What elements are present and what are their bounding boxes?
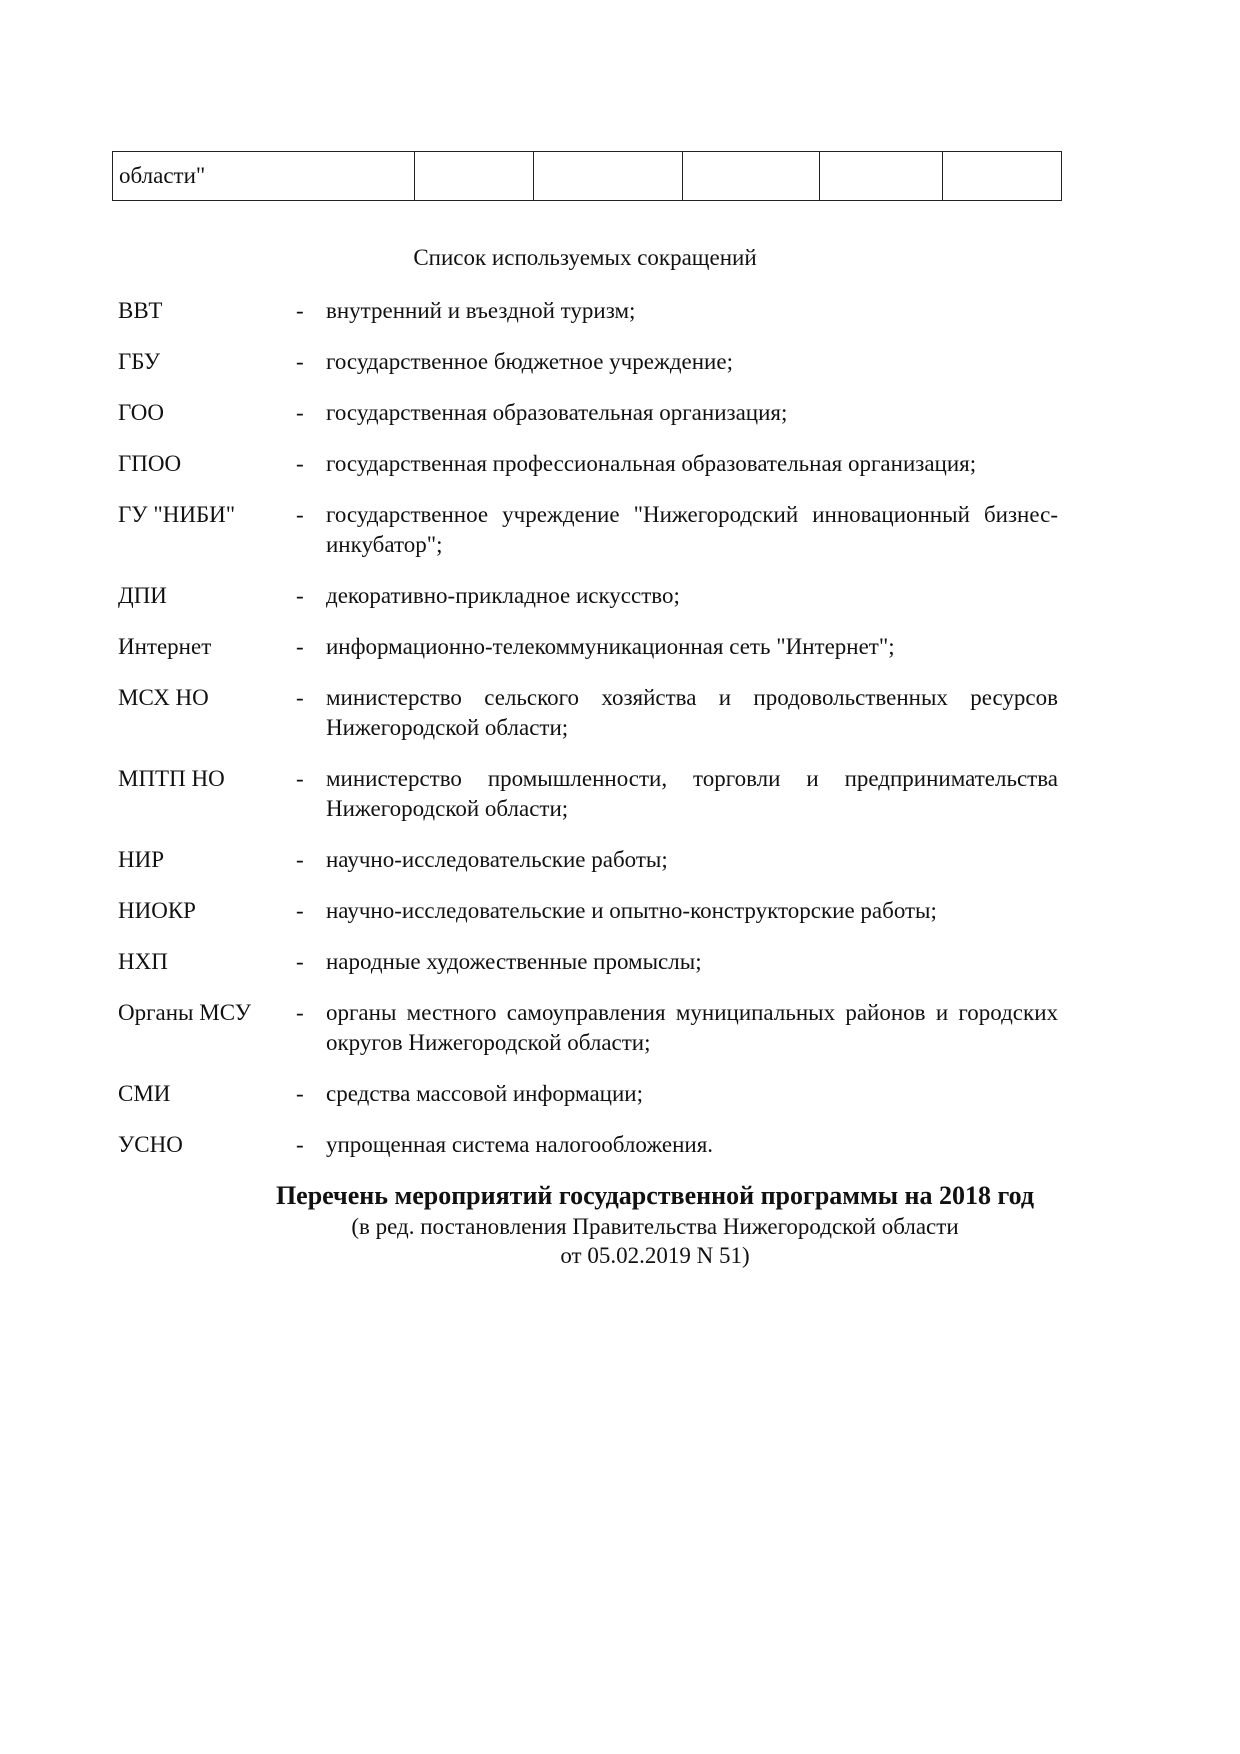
list-item — [118, 632, 1058, 662]
amendment-note-line-1: (в ред. постановления Правительства Нижегородской области — [351, 1214, 959, 1239]
abbreviation-term: СМИ — [118, 1081, 171, 1106]
list-item — [118, 1079, 1058, 1109]
abbreviation-term: ВВТ — [118, 298, 163, 323]
abbreviation-definition: народные художественные промыслы; — [326, 949, 702, 974]
table-cell — [820, 152, 943, 201]
abbreviation-term: МПТП НО — [118, 766, 225, 791]
list-item — [118, 947, 1058, 977]
list-item — [118, 398, 1058, 428]
amendment-note-line-2: от 05.02.2019 N 51) — [560, 1243, 750, 1268]
abbreviation-term: НИР — [118, 847, 165, 872]
section-heading: Перечень мероприятий государственной программы на 2018 год — [275, 1181, 1035, 1210]
abbreviation-definition: государственная профессиональная образовательная организация; — [326, 451, 977, 476]
table-cell — [683, 152, 820, 201]
separator-dash: - — [296, 949, 304, 974]
abbreviation-definition: упрощенная система налогообложения. — [326, 1132, 714, 1157]
separator-dash: - — [296, 1081, 304, 1106]
list-item — [118, 296, 1058, 326]
abbreviation-definition: министерство промышленности, торговли и предпринимательства Нижегородской области; — [326, 766, 1058, 821]
abbreviation-definition: внутренний и въездной туризм; — [326, 298, 636, 323]
abbreviation-definition: органы местного самоуправления муниципальных районов и городских округов Нижегородской области; — [326, 1000, 1058, 1055]
separator-dash: - — [296, 685, 304, 710]
separator-dash: - — [296, 898, 304, 923]
table-cell — [943, 152, 1062, 201]
abbreviation-definition: средства массовой информации; — [326, 1081, 643, 1106]
section-heading-block — [0, 1180, 1240, 1270]
separator-dash: - — [296, 349, 304, 374]
table-cell — [534, 152, 683, 201]
abbreviation-term: ГУ "НИБИ" — [118, 502, 236, 527]
separator-dash: - — [296, 400, 304, 425]
separator-dash: - — [296, 298, 304, 323]
list-item — [118, 500, 1058, 560]
abbreviation-term: Интернет — [118, 634, 212, 659]
abbreviation-definition: научно-исследовательские работы; — [326, 847, 668, 872]
abbreviation-definition: государственное учреждение "Нижегородский инновационный бизнес-инкубатор"; — [326, 502, 1058, 557]
separator-dash: - — [296, 766, 304, 791]
abbreviation-term: ГОО — [118, 400, 164, 425]
abbreviation-term: Органы МСУ — [118, 1000, 252, 1025]
abbreviation-term: ГПОО — [118, 451, 182, 476]
table-row — [113, 152, 1062, 201]
list-item — [118, 1130, 1058, 1160]
abbreviation-definition: научно-исследовательские и опытно-конструкторские работы; — [326, 898, 937, 923]
list-item — [118, 449, 1058, 479]
list-item — [118, 764, 1058, 824]
table-cell: области" — [113, 152, 415, 201]
abbreviation-term: МСХ НО — [118, 685, 209, 710]
abbreviation-term: ДПИ — [118, 583, 167, 608]
list-item — [118, 998, 1058, 1058]
separator-dash: - — [296, 451, 304, 476]
abbreviation-definition: министерство сельского хозяйства и продовольственных ресурсов Нижегородской области; — [326, 685, 1058, 740]
list-item — [118, 845, 1058, 875]
separator-dash: - — [296, 502, 304, 527]
table-cell — [415, 152, 534, 201]
abbreviation-definition: государственное бюджетное учреждение; — [326, 349, 733, 374]
abbreviation-term: НХП — [118, 949, 168, 974]
abbreviation-term: НИОКР — [118, 898, 196, 923]
continuation-table — [112, 151, 1062, 201]
list-item — [118, 683, 1058, 743]
separator-dash: - — [296, 1000, 304, 1025]
separator-dash: - — [296, 634, 304, 659]
abbreviation-term: ГБУ — [118, 349, 160, 374]
separator-dash: - — [296, 1132, 304, 1157]
abbreviation-term: УСНО — [118, 1132, 183, 1157]
abbreviations-title: Список используемых сокращений — [413, 245, 757, 270]
list-item — [118, 581, 1058, 611]
abbreviations-list — [118, 296, 1058, 1181]
abbreviation-definition: информационно-телекоммуникационная сеть "Интернет"; — [326, 634, 895, 659]
abbreviation-definition: декоративно-прикладное искусство; — [326, 583, 680, 608]
separator-dash: - — [296, 583, 304, 608]
list-item — [118, 896, 1058, 926]
list-item — [118, 347, 1058, 377]
separator-dash: - — [296, 847, 304, 872]
abbreviation-definition: государственная образовательная организация; — [326, 400, 788, 425]
